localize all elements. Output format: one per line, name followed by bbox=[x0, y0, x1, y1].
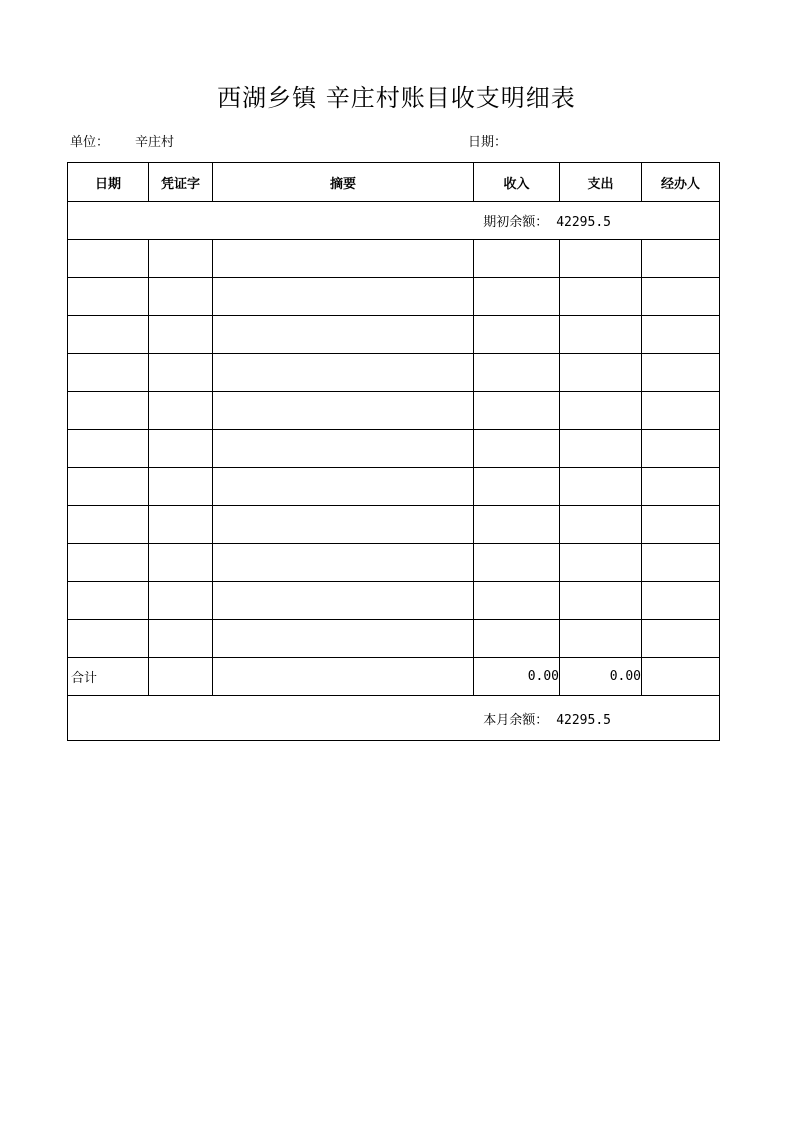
cell-income bbox=[474, 392, 560, 430]
cell-income bbox=[474, 240, 560, 278]
column-header-expense: 支出 bbox=[560, 163, 642, 202]
column-header-voucher: 凭证字 bbox=[149, 163, 213, 202]
closing-balance-cell bbox=[68, 696, 720, 741]
cell-date bbox=[68, 544, 149, 582]
cell-handler bbox=[642, 468, 720, 506]
cell-voucher bbox=[149, 506, 213, 544]
total-label: 合计 bbox=[68, 658, 149, 696]
cell-expense bbox=[560, 240, 642, 278]
cell-expense bbox=[560, 392, 642, 430]
cell-voucher bbox=[149, 354, 213, 392]
cell-handler bbox=[642, 278, 720, 316]
header-row bbox=[68, 163, 720, 202]
cell-voucher bbox=[149, 240, 213, 278]
cell-handler bbox=[642, 316, 720, 354]
table-row bbox=[68, 544, 720, 582]
table-row bbox=[68, 354, 720, 392]
cell-expense bbox=[560, 620, 642, 658]
cell-handler bbox=[642, 620, 720, 658]
table-row bbox=[68, 468, 720, 506]
cell-expense bbox=[560, 468, 642, 506]
cell-income bbox=[474, 316, 560, 354]
cell-voucher bbox=[149, 278, 213, 316]
column-header-income: 收入 bbox=[474, 163, 560, 202]
cell-income bbox=[474, 278, 560, 316]
cell-date bbox=[68, 620, 149, 658]
table-row bbox=[68, 620, 720, 658]
total-row bbox=[68, 658, 720, 696]
cell-date bbox=[68, 392, 149, 430]
column-header-date: 日期 bbox=[68, 163, 149, 202]
cell-income bbox=[474, 430, 560, 468]
cell-voucher bbox=[149, 430, 213, 468]
cell-date bbox=[68, 468, 149, 506]
cell-summary bbox=[213, 430, 474, 468]
cell-voucher bbox=[149, 582, 213, 620]
cell-income bbox=[474, 582, 560, 620]
cell-expense bbox=[560, 506, 642, 544]
opening-balance-label: 期初余额： bbox=[483, 215, 549, 230]
unit-value: 辛庄村 bbox=[135, 135, 175, 150]
total-handler-cell bbox=[642, 658, 720, 696]
cell-handler bbox=[642, 354, 720, 392]
cell-expense bbox=[560, 430, 642, 468]
total-voucher-cell bbox=[149, 658, 213, 696]
cell-date bbox=[68, 506, 149, 544]
cell-voucher bbox=[149, 316, 213, 354]
column-header-summary: 摘要 bbox=[213, 163, 474, 202]
cell-date bbox=[68, 278, 149, 316]
cell-date bbox=[68, 354, 149, 392]
table-row bbox=[68, 316, 720, 354]
cell-expense bbox=[560, 354, 642, 392]
closing-balance-row bbox=[68, 696, 720, 741]
cell-handler bbox=[642, 582, 720, 620]
cell-expense bbox=[560, 582, 642, 620]
cell-income bbox=[474, 506, 560, 544]
cell-voucher bbox=[149, 544, 213, 582]
opening-balance-cell bbox=[68, 202, 720, 240]
total-summary-cell bbox=[213, 658, 474, 696]
cell-summary bbox=[213, 354, 474, 392]
closing-balance-value: 42295.5 bbox=[556, 712, 611, 728]
table-row bbox=[68, 506, 720, 544]
cell-date bbox=[68, 316, 149, 354]
cell-income bbox=[474, 544, 560, 582]
table-row bbox=[68, 278, 720, 316]
cell-income bbox=[474, 354, 560, 392]
cell-handler bbox=[642, 506, 720, 544]
opening-balance-value: 42295.5 bbox=[556, 215, 611, 230]
cell-summary bbox=[213, 278, 474, 316]
total-expense: 0.00 bbox=[560, 658, 642, 696]
cell-voucher bbox=[149, 620, 213, 658]
table-row bbox=[68, 582, 720, 620]
page-title: 西湖乡镇 辛庄村账目收支明细表 bbox=[217, 84, 576, 112]
column-header-handler: 经办人 bbox=[642, 163, 720, 202]
cell-handler bbox=[642, 392, 720, 430]
cell-voucher bbox=[149, 392, 213, 430]
unit-label: 单位： bbox=[70, 135, 110, 150]
table-row bbox=[68, 392, 720, 430]
total-income: 0.00 bbox=[474, 658, 560, 696]
cell-summary bbox=[213, 506, 474, 544]
cell-handler bbox=[642, 430, 720, 468]
cell-date bbox=[68, 582, 149, 620]
cell-summary bbox=[213, 240, 474, 278]
cell-summary bbox=[213, 392, 474, 430]
cell-summary bbox=[213, 544, 474, 582]
cell-summary bbox=[213, 468, 474, 506]
cell-expense bbox=[560, 316, 642, 354]
cell-expense bbox=[560, 544, 642, 582]
cell-handler bbox=[642, 240, 720, 278]
table-row bbox=[68, 240, 720, 278]
cell-handler bbox=[642, 544, 720, 582]
ledger-table bbox=[67, 162, 720, 741]
cell-date bbox=[68, 240, 149, 278]
cell-expense bbox=[560, 278, 642, 316]
cell-summary bbox=[213, 316, 474, 354]
cell-date bbox=[68, 430, 149, 468]
cell-summary bbox=[213, 582, 474, 620]
cell-income bbox=[474, 468, 560, 506]
table-row bbox=[68, 430, 720, 468]
cell-income bbox=[474, 620, 560, 658]
opening-balance-row bbox=[68, 202, 720, 240]
cell-summary bbox=[213, 620, 474, 658]
closing-balance-label: 本月余额： bbox=[483, 712, 549, 728]
cell-voucher bbox=[149, 468, 213, 506]
date-label: 日期： bbox=[468, 135, 508, 150]
